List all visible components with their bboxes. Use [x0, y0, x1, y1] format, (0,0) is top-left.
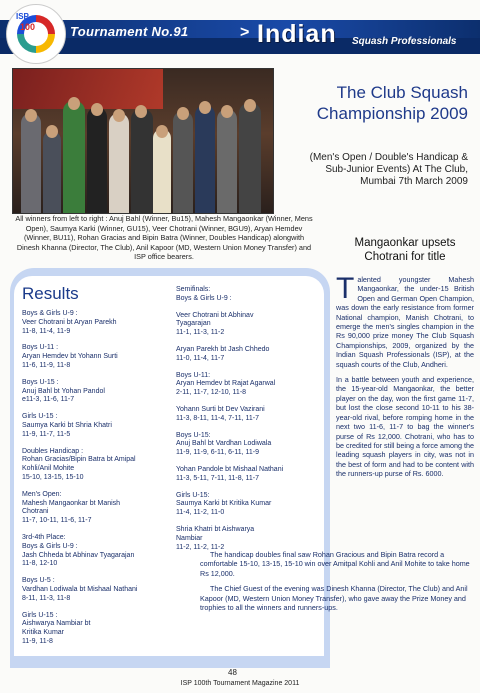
winners-photo: [12, 68, 274, 214]
result-entry: Yohann Surti bt Dev Vazirani 11-3, 8-11, 11-4, 7-11, 11-7: [176, 405, 265, 422]
photo-caption: All winners from left to right : Anuj Bahl (Winner, Bu15), Mahesh Mangaonkar (Winner, Mens Open), Saumya Karki (Winner, GU15), Veer Chotrani (Winner, BGU9), Aryan Hemdev (Winner, BU11), Rohan Gracias and Bipin Batra (Winner, Doubles Handicap) alongwith Dinesh Khanna (Director, The Club), Anil Kapoor (MD, Western Union Money Transfer) and ISP office bearers.: [15, 214, 313, 262]
results-column-right: [176, 286, 326, 560]
logo-text: ISP: [16, 12, 29, 21]
result-entry: 3rd-4th Place: Boys & Girls U-9 : Jash Chheda bt Abhinav Tyagarajan 11-8, 12-10: [22, 533, 135, 568]
result-entry: Girls U-15: Saumya Karki bt Kritika Kumar 11-4, 11-2, 11-0: [176, 491, 272, 517]
result-entry: Boys U-15 : Anuj Bahl bt Yohan Pandol e11-3, 11-6, 11-7: [22, 378, 105, 404]
result-entry: Boys U-11: Aryan Hemdev bt Rajat Agarwal 2-11, 11-7, 12-10, 11-8: [176, 371, 276, 397]
result-entry: Veer Chotrani bt Abhinav Tyagarajan 11-1, 11-3, 11-2: [176, 311, 254, 337]
arrow-icon: >: [240, 24, 250, 41]
result-entry: Doubles Handicap : Rohan Gracias/Bipin Batra bt Amipal Kohli/Anil Mohite 15-10, 13-15, 15-10: [22, 447, 136, 481]
article-headline: Mangaonkar upsets Chotrani for title: [354, 237, 456, 263]
results-heading: Results: [22, 284, 79, 303]
result-entry: Men's Open: Mahesh Mangaonkar bt Manish Chotrani 11-7, 10-11, 11-6, 11-7: [22, 490, 121, 525]
result-entry: Boys U-15: Anuj Bahl bt Vardhan Lodiwala 11-9, 11-9, 6-11, 6-11, 11-9: [176, 431, 272, 457]
result-entry: Boys & Girls U-9 : Veer Chotrani bt Aryan Parekh 11-8, 11-4, 11-9: [22, 310, 117, 335]
page-title: The Club Squash Championship 2009: [316, 83, 468, 123]
article-body: [336, 272, 474, 485]
article-paragraph: The handicap doubles final saw Rohan Gracious and Bipin Batra record a comfortable 15-10, 13-15, 15-10 win over Amitpal Kohli and Anil Mohite to take home Rs 12,000.: [200, 550, 470, 578]
result-entry: Girls U-15 : Aishwarya Nambiar bt Kritika Kumar 11-9, 11-8: [22, 611, 91, 645]
result-entry: Aryan Parekh bt Jash Chhedo 11-0, 11-4, 11-7: [176, 345, 270, 362]
article-paragraph: alented youngster Mahesh Mangaonkar, the under-15 British Open and German Open Champion, was down the early resistance from former National champion, Manish Chotrani, to emerge the men's singles champion in the Rs 90,000 prize money The Club Squash Championships, 2009, organized by the Indian Squash Professionals (ISP), at the squash courts of the Club, Andheri.: [336, 275, 474, 369]
result-entry: Boys U-5 : Vardhan Lodiwala bt Mishaal Nathani 8-11, 11-3, 11-8: [22, 577, 138, 602]
page-number: 48: [228, 668, 237, 677]
results-column-left: [22, 310, 172, 655]
result-entry: Girls U-15 : Saumya Karki bt Shria Khatri 11-9, 11-7, 11-5: [22, 413, 112, 438]
result-entry: Yohan Pandole bt Mishaal Nathani 11-3, 5-11, 7-11, 11-8, 11-7: [176, 465, 284, 482]
logo-number: 100: [20, 22, 36, 32]
masthead-subtitle: Squash Professionals: [352, 36, 457, 47]
event-details: (Men's Open / Double's Handicap & Sub-Junior Events) At The Club, Mumbai 7th March 2009: [309, 152, 468, 187]
drop-cap: T: [336, 272, 355, 305]
page-footer: ISP 100th Tournament Magazine 2011: [180, 680, 300, 687]
result-entry: Boys U-11 : Aryan Hemdev bt Yohann Surti 11-6, 11-9, 11-8: [22, 344, 118, 369]
masthead-title: Indian: [257, 20, 337, 48]
article-body-bottom: [200, 550, 472, 618]
isp-logo: [6, 4, 66, 64]
article-paragraph: The Chief Guest of the evening was Dinesh Khanna (Director, The Club) and Anil Kapoor (MD, Western Union Money Transfer), who gave away the Prize Money and trophies to all the winners and runners-ups.: [200, 584, 468, 613]
tournament-number: Tournament No.91: [70, 24, 189, 39]
article-paragraph: In a battle between youth and experience, the 15-year-old Mangaonkar, the better player on the day, won the first game 11-7, but lost the close second 10-11 to his 38-year-old rival, before romping home in the next two 11-6, 11-7 to bag the winner's purse of Rs 12,000. Chotrani, who has to be credited for still being a force among the leading squash players in city, was not in the best of form and had to be content with the runners-up purse of Rs. 6000.: [336, 375, 474, 479]
result-entry: Shria Khatri bt Aishwarya Nambiar 11-2, 11-2, 11-2: [176, 525, 255, 551]
result-entry: Semifinals: Boys & Girls U-9 :: [176, 286, 232, 302]
